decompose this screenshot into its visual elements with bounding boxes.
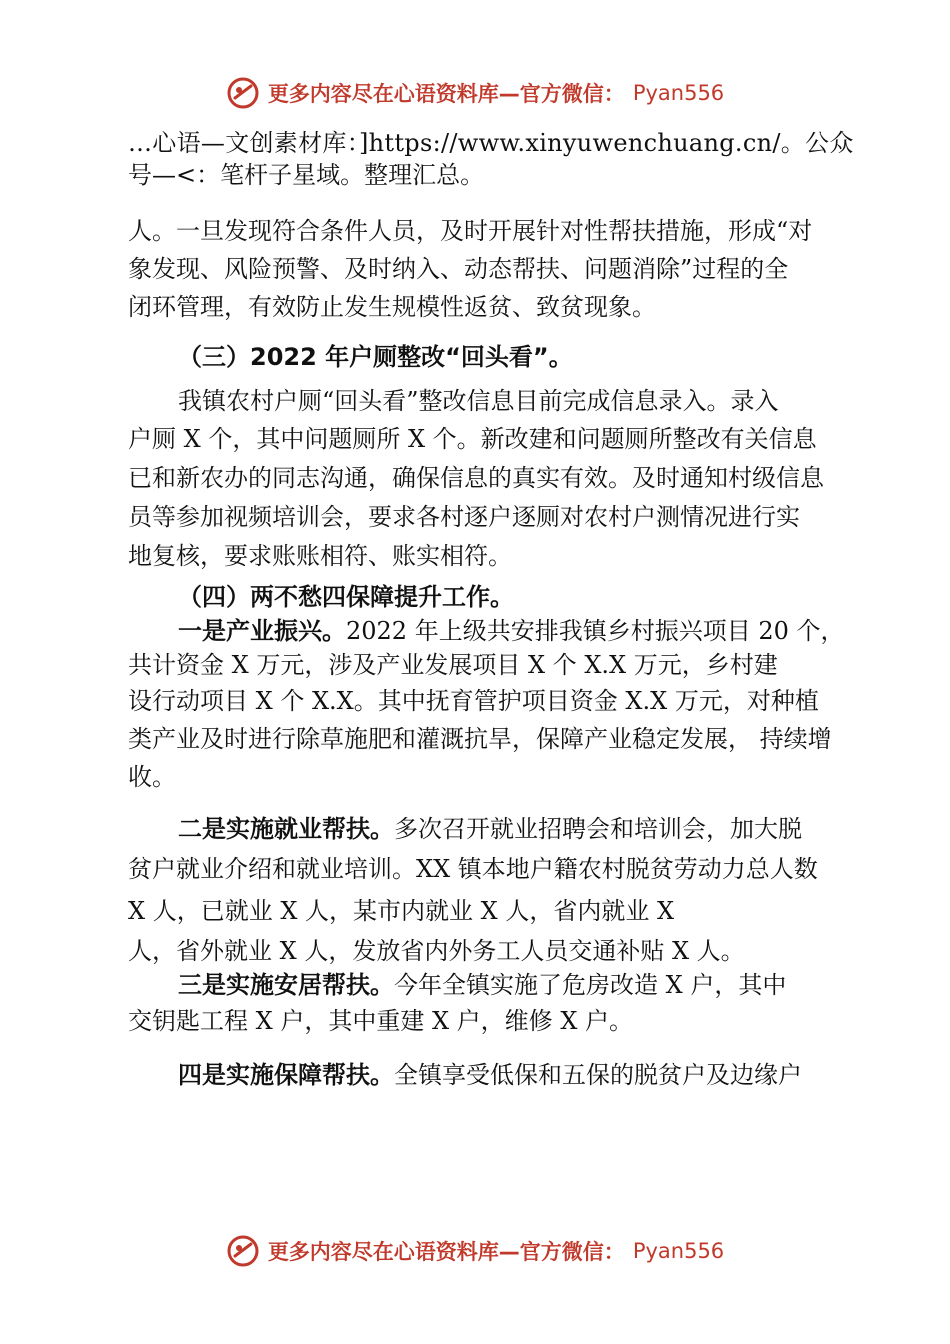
paragraph-line: 地复核，要求账账相符、账实相符。 [128,542,512,570]
paragraph-line: 交钥匙工程 X 户，其中重建 X 户，维修 X 户。 [128,1007,634,1035]
subsection-title: 二是实施就业帮扶。 [178,815,394,843]
wechat-id: Pyan556 [632,1239,725,1263]
header-banner [0,76,950,110]
paragraph-line [178,968,786,1002]
brand-logo-icon [226,76,260,110]
subsection-text: 2022 年上级共安排我镇乡村振兴项目 20 个， [346,617,845,645]
subsection-text: 今年全镇实施了危房改造 X 户，其中 [394,971,787,999]
subsection-title: 四是实施保障帮扶。 [178,1061,394,1089]
subsection-text: 全镇享受低保和五保的脱贫户及边缘户 [394,1061,802,1089]
paragraph-line: 共计资金 X 万元，涉及产业发展项目 X 个 X.X 万元，乡村建 [128,651,778,679]
footer-banner [0,1234,950,1268]
paragraph-line: 象发现、风险预警、及时纳入、动态帮扶、问题消除”过程的全 [128,255,789,283]
paragraph-line: 收。 [128,763,176,791]
section-heading-3: （三）2022 年户厕整改“回头看”。 [178,343,573,371]
wechat-id: Pyan556 [632,81,725,105]
paragraph-line: 设行动项目 X 个 X.X。其中抚育管护项目资金 X.X 万元，对种植 [128,687,819,715]
paragraph-line: 贫户就业介绍和就业培训。XX 镇本地户籍农村脱贫劳动力总人数 [128,855,818,883]
brand-logo-icon [226,1234,260,1268]
subsection-title: 一是产业振兴。 [178,617,346,645]
paragraph-line: X 人，已就业 X 人，某市内就业 X 人，省内就业 X [128,897,675,925]
paragraph-line: 闭环管理，有效防止发生规模性返贫、致贫现象。 [128,293,656,321]
banner-text: 更多内容尽在心语资料库—官方微信： [267,1240,625,1264]
source-line-1: …心语—文创素材库：]https://www.xinyuwenchuang.cn/。公众 [128,129,854,157]
paragraph-line [178,1058,802,1092]
paragraph-line: 户厕 X 个，其中问题厕所 X 个。新改建和问题厕所整改有关信息 [128,425,817,453]
paragraph-line: 员等参加视频培训会，要求各村逐户逐厕对农村户测情况进行实 [128,503,800,531]
paragraph-line [178,614,845,648]
paragraph-line: 已和新农办的同志沟通，确保信息的真实有效。及时通知村级信息 [128,464,824,492]
paragraph-line: 我镇农村户厕“回头看”整改信息目前完成信息录入。录入 [178,387,779,415]
section-heading-4: （四）两不愁四保障提升工作。 [178,583,514,611]
paragraph-line [178,812,802,846]
paragraph-line: 人。一旦发现符合条件人员，及时开展针对性帮扶措施，形成“对 [128,217,813,245]
subsection-title: 三是实施安居帮扶。 [178,971,394,999]
paragraph-line: 类产业及时进行除草施肥和灌溉抗旱，保障产业稳定发展， 持续增 [128,725,832,753]
subsection-text: 多次召开就业招聘会和培训会，加大脱 [394,815,802,843]
source-line-2: 号—<：笔杆子星域。整理汇总。 [128,161,485,189]
banner-text: 更多内容尽在心语资料库—官方微信： [267,82,625,106]
paragraph-line: 人，省外就业 X 人，发放省内外务工人员交通补贴 X 人。 [128,937,745,965]
